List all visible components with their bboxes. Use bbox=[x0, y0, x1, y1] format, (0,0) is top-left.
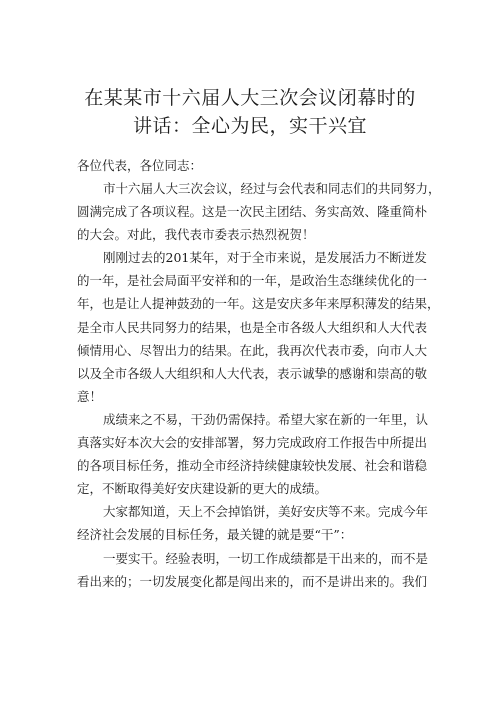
document-title bbox=[0, 84, 500, 140]
paragraph-line: 的大会。对此，我代表市委表示热烈祝贺！ bbox=[77, 227, 315, 243]
title-line-1: 在某某市十六届人大三次会议闭幕时的 bbox=[84, 87, 416, 109]
paragraph-line: 的一年，是社会局面平安祥和的一年，是政治生态继续优化的一 bbox=[77, 273, 428, 289]
paragraph-5 bbox=[77, 547, 445, 593]
paragraph-line: 是全市人民共同努力的结果，也是全市各级人大组织和人大代表 bbox=[77, 319, 428, 335]
paragraph-line: 看出来的；一切发展变化都是闯出来的，而不是讲出来的。我们 bbox=[77, 573, 428, 589]
paragraph-line: 刚刚过去的201某年，对于全市来说，是发展活力不断迸发 bbox=[103, 250, 427, 266]
title-line-2: 讲话：全心为民，实干兴宜 bbox=[132, 115, 367, 137]
paragraph-line: 真落实好本次大会的安排部署，努力完成政府工作报告中所提出 bbox=[77, 435, 428, 451]
paragraph-line: 圆满完成了各项议程。这是一次民主团结、务实高效、隆重简朴 bbox=[77, 204, 428, 220]
paragraph-3 bbox=[77, 408, 445, 500]
paragraph-line: 的各项目标任务，推动全市经济持续健康较快发展、社会和谐稳 bbox=[77, 458, 428, 474]
paragraph-4 bbox=[77, 500, 445, 546]
paragraph-line: 年，也是让人提神鼓劲的一年。这是安庆多年来厚积薄发的结果， bbox=[77, 296, 440, 312]
paragraph-line: 一要实干。经验表明，一切工作成绩都是干出来的，而不是 bbox=[103, 550, 429, 566]
paragraph-line: 经济社会发展的目标任务，最关键的就是要“干”： bbox=[77, 527, 353, 543]
salutation: 各位代表，各位同志： bbox=[77, 158, 203, 173]
paragraph-line: 意！ bbox=[77, 388, 103, 404]
paragraph-line: 倾情用心、尽智出力的结果。在此，我再次代表市委，向市人大 bbox=[77, 342, 428, 358]
paragraph-line: 大家都知道，天上不会掉馅饼，美好安庆等不来。完成今年 bbox=[103, 504, 429, 520]
paragraph-line: 成绩来之不易，干劲仍需保持。希望大家在新的一年里，认 bbox=[103, 411, 429, 427]
paragraph-line: 市十六届人大三次会议，经过与会代表和同志们的共同努力， bbox=[103, 181, 441, 196]
paragraph-line: 以及全市各级人大组织和人大代表，表示诚挚的感谢和崇高的敬 bbox=[77, 365, 428, 381]
paragraph-1 bbox=[77, 177, 445, 246]
paragraph-2 bbox=[77, 246, 445, 408]
paragraph-line: 定，不断取得美好安庆建设新的更大的成绩。 bbox=[77, 481, 328, 497]
document-body bbox=[77, 154, 445, 593]
